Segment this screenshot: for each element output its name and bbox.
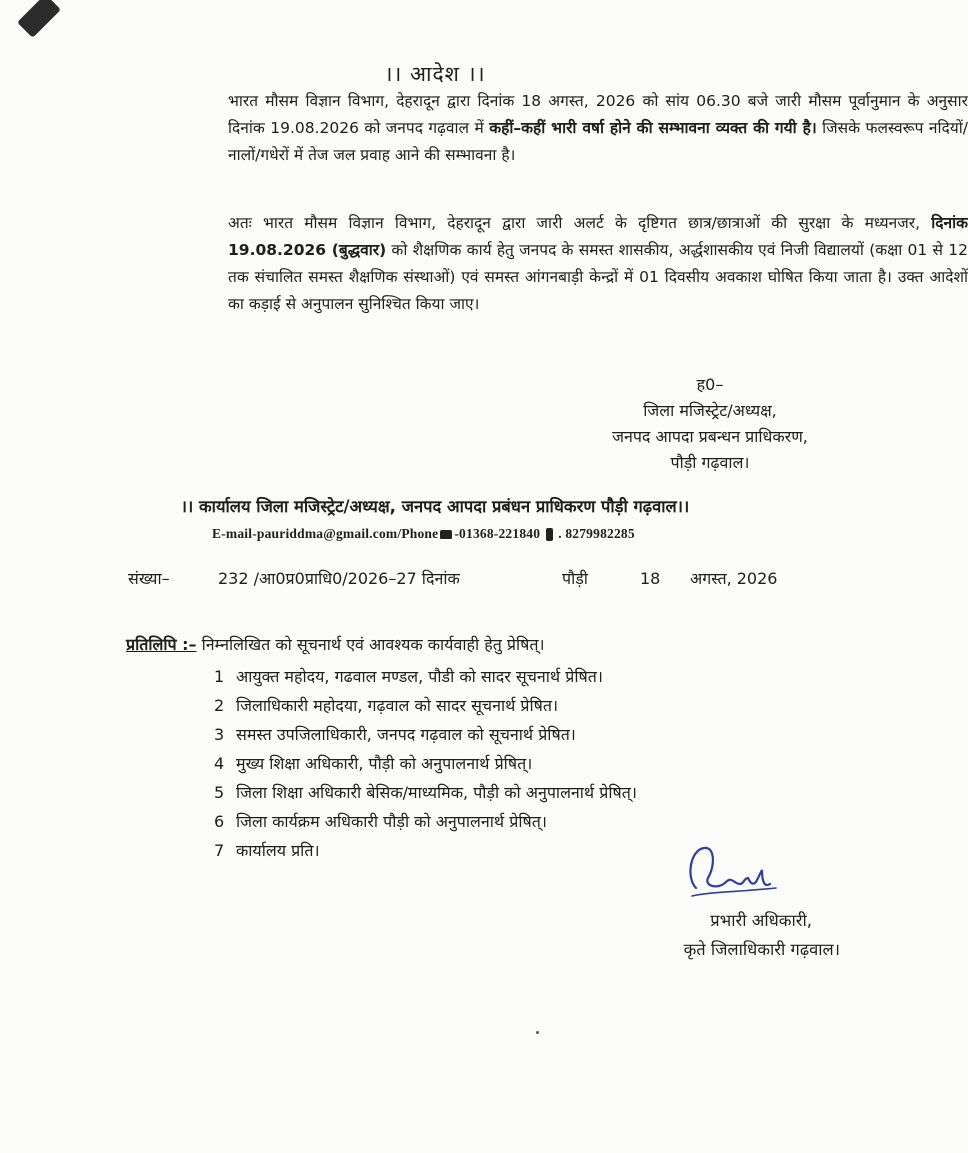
signatory-place: पौड़ी गढ़वाल। [670,453,750,472]
scan-corner-mark [17,0,61,38]
contact-email: E-mail-pauriddma@gmail.com/Phone [212,526,439,541]
signatory-block [575,372,845,476]
handwritten-signature [678,838,788,908]
list-item-number: 4 [214,754,225,773]
order-paragraph-1 [112,88,968,169]
para1-text: भारत मौसम विज्ञान विभाग, देहरादून द्वारा दिनांक 18 अगस्त, 2026 को सांय 06.30 बजे जारी मौसम पूर्वानुमान के अनुसार दिनांक 19.08.2026 को जनपद गढ़वाल में [228,92,968,137]
list-item [214,691,637,720]
list-item-number: 6 [214,812,225,831]
list-item-text: जिला कार्यक्रम अधिकारी पौड़ी को अनुपालनार्थ प्रेषित्। [236,812,547,831]
copy-to-list [214,662,637,865]
order-paragraph-2 [112,210,968,318]
reference-month-year: अगस्त, 2026 [690,569,778,588]
signatory-authority: जनपद आपदा प्रबन्धन प्राधिकरण, [612,427,808,446]
list-item-number: 3 [214,725,225,744]
contact-mobile: . 8279982285 [558,526,635,541]
order-title: ।। आदेश ।। [384,62,486,86]
list-item-text: कार्यालय प्रति। [236,841,320,860]
mobile-phone-icon [546,528,553,541]
list-item [214,720,637,749]
list-item-text: जिला शिक्षा अधिकारी बेसिक/माध्यमिक, पौड़ी को अनुपालनार्थ प्रेषित्। [236,783,637,802]
copy-to-heading [126,632,545,658]
incharge-designation: प्रभारी अधिकारी, [710,911,812,930]
incharge-block [580,906,840,964]
para1-text-end: जिसके फलस्वरूप नदियों/नालों/गधेरों में तेज जल प्रवाह आने की सम्भावना है। [228,119,968,164]
list-item-number: 7 [214,841,225,860]
reference-day: 18 [640,569,661,588]
incharge-behalf: कृते जिलाधिकारी गढ़वाल। [683,940,840,959]
list-item-text: जिलाधिकारी महोदया, गढ़वाल को सादर सूचनार्थ प्रेषित। [236,696,559,715]
list-item-number: 5 [214,783,225,802]
scan-speck [536,1031,539,1034]
para2-bold-date: दिनांक 19.08.2026 (बुद्धवार) [228,214,968,259]
list-item-number: 1 [214,667,225,686]
para2-text-end: को शैक्षणिक कार्य हेतु जनपद के समस्त शासकीय, अर्द्धशासकीय एवं निजी विद्यालयों (कक्षा 01 से 12 तक संचालित समस्त शैक्षणिक संस्थाओं) एवं समस्त आंगनबाड़ी केन्द्रों में 01 दिवसीय अवकाश घोषित किया जाता है। उक्त आदेशों का कड़ाई से अनुपालन सुनिश्चित किया जाए। [228,241,968,313]
list-item-text: आयुक्त महोदय, गढवाल मण्डल, पौडी को सादर सूचनार्थ प्रेषित। [236,667,603,686]
reference-number: 232 /आ0प्र0प्राधि0/2026–27 दिनांक [218,569,460,588]
contact-line [212,526,635,542]
copy-to-label: प्रतिलिपि :– [126,635,197,654]
list-item [214,778,637,807]
list-item [214,662,637,691]
para2-text: अतः भारत मौसम विज्ञान विभाग, देहरादून द्वारा जारी अलर्ट के दृष्टिगत छात्र/छात्राओं की सुरक्षा के मध्यनजर, [228,214,932,232]
list-item [214,749,637,778]
reference-place: पौड़ी [562,569,588,588]
list-item [214,807,637,836]
signed-mark: ह0– [696,375,724,394]
para1-bold-text: कहीं–कहीं भारी वर्षा होने की सम्भावना व्यक्त की गयी है। [489,119,817,137]
office-heading: ।। कार्यालय जिला मजिस्ट्रेट/अध्यक्ष, जनपद आपदा प्रबंधन प्राधिकरण पौड़ी गढ़वाल।। [180,497,690,516]
list-item-number: 2 [214,696,225,715]
telephone-icon [440,530,452,539]
contact-phone: -01368-221840 [454,526,541,541]
reference-label: संख्या– [128,569,170,588]
copy-to-text: निम्नलिखित को सूचनार्थ एवं आवश्यक कार्यवाही हेतु प्रेषित्। [196,635,545,654]
list-item-text: समस्त उपजिलाधिकारी, जनपद गढ़वाल को सूचनार्थ प्रेषित। [236,725,576,744]
signatory-designation: जिला मजिस्ट्रेट/अध्यक्ष, [643,401,777,420]
list-item [214,836,637,865]
list-item-text: मुख्य शिक्षा अधिकारी, पौड़ी को अनुपालनार्थ प्रेषित्। [236,754,533,773]
